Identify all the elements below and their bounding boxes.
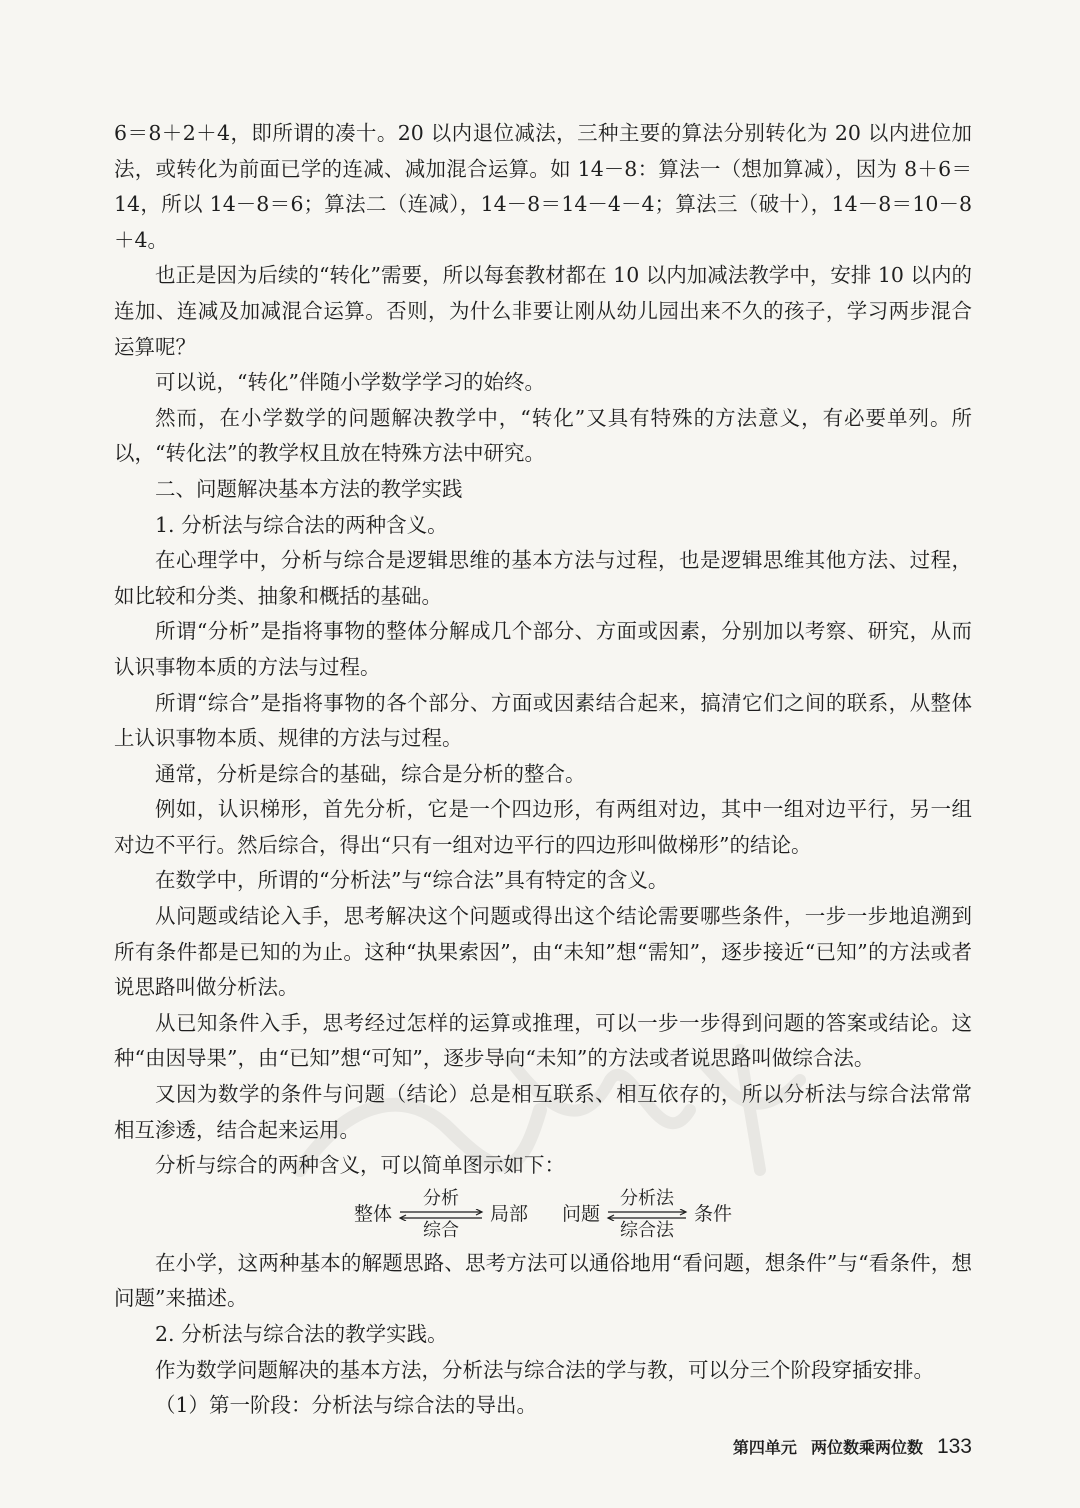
paragraph: 在数学中，所谓的“分析法”与“综合法”具有特定的含义。: [155, 868, 669, 893]
diagram-right-arrows: [606, 1189, 688, 1241]
page-footer: [700, 1435, 972, 1459]
diagram-synthesis-label: 综合: [422, 1219, 459, 1241]
paragraph: 从问题或结论入手，思考解决这个问题或得出这个结论需要哪些条件，一步一步地追溯到所有条件都是已知的为止。这种“执果索因”，由“未知”想“需知”，逐步接近“已知”的方法或者说思路叫做分析法。: [114, 904, 972, 1000]
paragraph: 通常，分析是综合的基础，综合是分析的整合。: [155, 761, 586, 786]
paragraph: 然而，在小学数学的问题解决教学中，“转化”又具有特殊的方法意义，有必要单列。所以，“转化法”的教学权且放在特殊方法中研究。: [114, 405, 972, 466]
paragraph: 在小学，这两种基本的解题思路、思考方法可以通俗地用“看问题，想条件”与“看条件，想问题”来描述。: [114, 1250, 972, 1311]
paragraph: 在心理学中，分析与综合是逻辑思维的基本方法与过程，也是逻辑思维其他方法、过程，如比较和分类、抽象和概括的基础。: [114, 548, 972, 608]
paragraph: 作为数学问题解决的基本方法，分析法与综合法的学与教，可以分三个阶段穿插安排。: [155, 1357, 934, 1382]
paragraph: 可以说，“转化”伴随小学数学学习的始终。: [155, 370, 545, 395]
paragraph: 所谓“分析”是指将事物的整体分解成几个部分、方面或因素，分别加以考察、研究，从而认识事物本质的方法与过程。: [114, 619, 972, 679]
diagram-condition-label: 条件: [694, 1203, 733, 1226]
diagram-left-arrows: [398, 1189, 484, 1241]
diagram-analysis-label: 分析: [422, 1187, 459, 1209]
paragraph: 分析与综合的两种含义，可以简单图示如下：: [155, 1153, 565, 1178]
diagram-synthesis-method-label: 综合法: [620, 1219, 675, 1241]
paragraph: 例如，认识梯形，首先分析，它是一个四边形，有两组对边，其中一组对边平行，另一组对边不平行。然后综合，得出“只有一组对边平行的四边形叫做梯形”的结论。: [114, 797, 972, 857]
footer-chapter: 两位数乘两位数: [810, 1438, 923, 1457]
section-heading: 二、问题解决基本方法的教学实践: [155, 476, 463, 501]
main-text: [114, 116, 972, 1424]
diagram-analysis-method-label: 分析法: [620, 1187, 675, 1209]
paragraph: 也正是因为后续的“转化”需要，所以每套教材都在 10 以内加减法教学中，安排 10 以内的连加、连减及加减混合运算。否则，为什么非要让刚从幼儿园出来不久的孩子，学习两步混合运算呢？: [114, 263, 972, 359]
paragraph: 所谓“综合”是指将事物的各个部分、方面或因素结合起来，搞清它们之间的联系，从整体上认识事物本质、规律的方法与过程。: [114, 690, 972, 751]
analysis-synthesis-diagram: [114, 1184, 972, 1246]
paragraph: 6＝8＋2＋4，即所谓的凑十。20 以内退位减法，三种主要的算法分别转化为 20 以内进位加法，或转化为前面已学的连减、减加混合运算。如 14－8：算法一（想加算减），因为 8＋6＝14，所以 14－8＝6；算法二（连减），14－8＝14－4－4；算法三（破十），14－8＝10－8＋4。: [114, 121, 972, 252]
diagram-whole-label: 整体: [353, 1203, 392, 1226]
page-number: 133: [936, 1435, 972, 1458]
paragraph: 又因为数学的条件与问题（结论）总是相互联系、相互依存的，所以分析法与综合法常常相互渗透，结合起来运用。: [114, 1082, 972, 1142]
diagram-part-label: 局部: [489, 1203, 528, 1226]
subsection-heading: 2. 分析法与综合法的教学实践。: [155, 1322, 448, 1346]
paragraph: 从已知条件入手，思考经过怎样的运算或推理，可以一步一步得到问题的答案或结论。这种“由因导果”，由“已知”想“可知”，逐步导向“未知”的方法或者说思路叫做综合法。: [114, 1010, 972, 1071]
double-arrow-icon: [398, 1209, 484, 1221]
footer-unit: 第四单元: [732, 1438, 797, 1457]
diagram-question-label: 问题: [562, 1203, 601, 1226]
double-arrow-icon: [606, 1209, 688, 1221]
stage-heading: （1）第一阶段：分析法与综合法的导出。: [155, 1393, 538, 1418]
subsection-heading: 1. 分析法与综合法的两种含义。: [155, 512, 448, 537]
